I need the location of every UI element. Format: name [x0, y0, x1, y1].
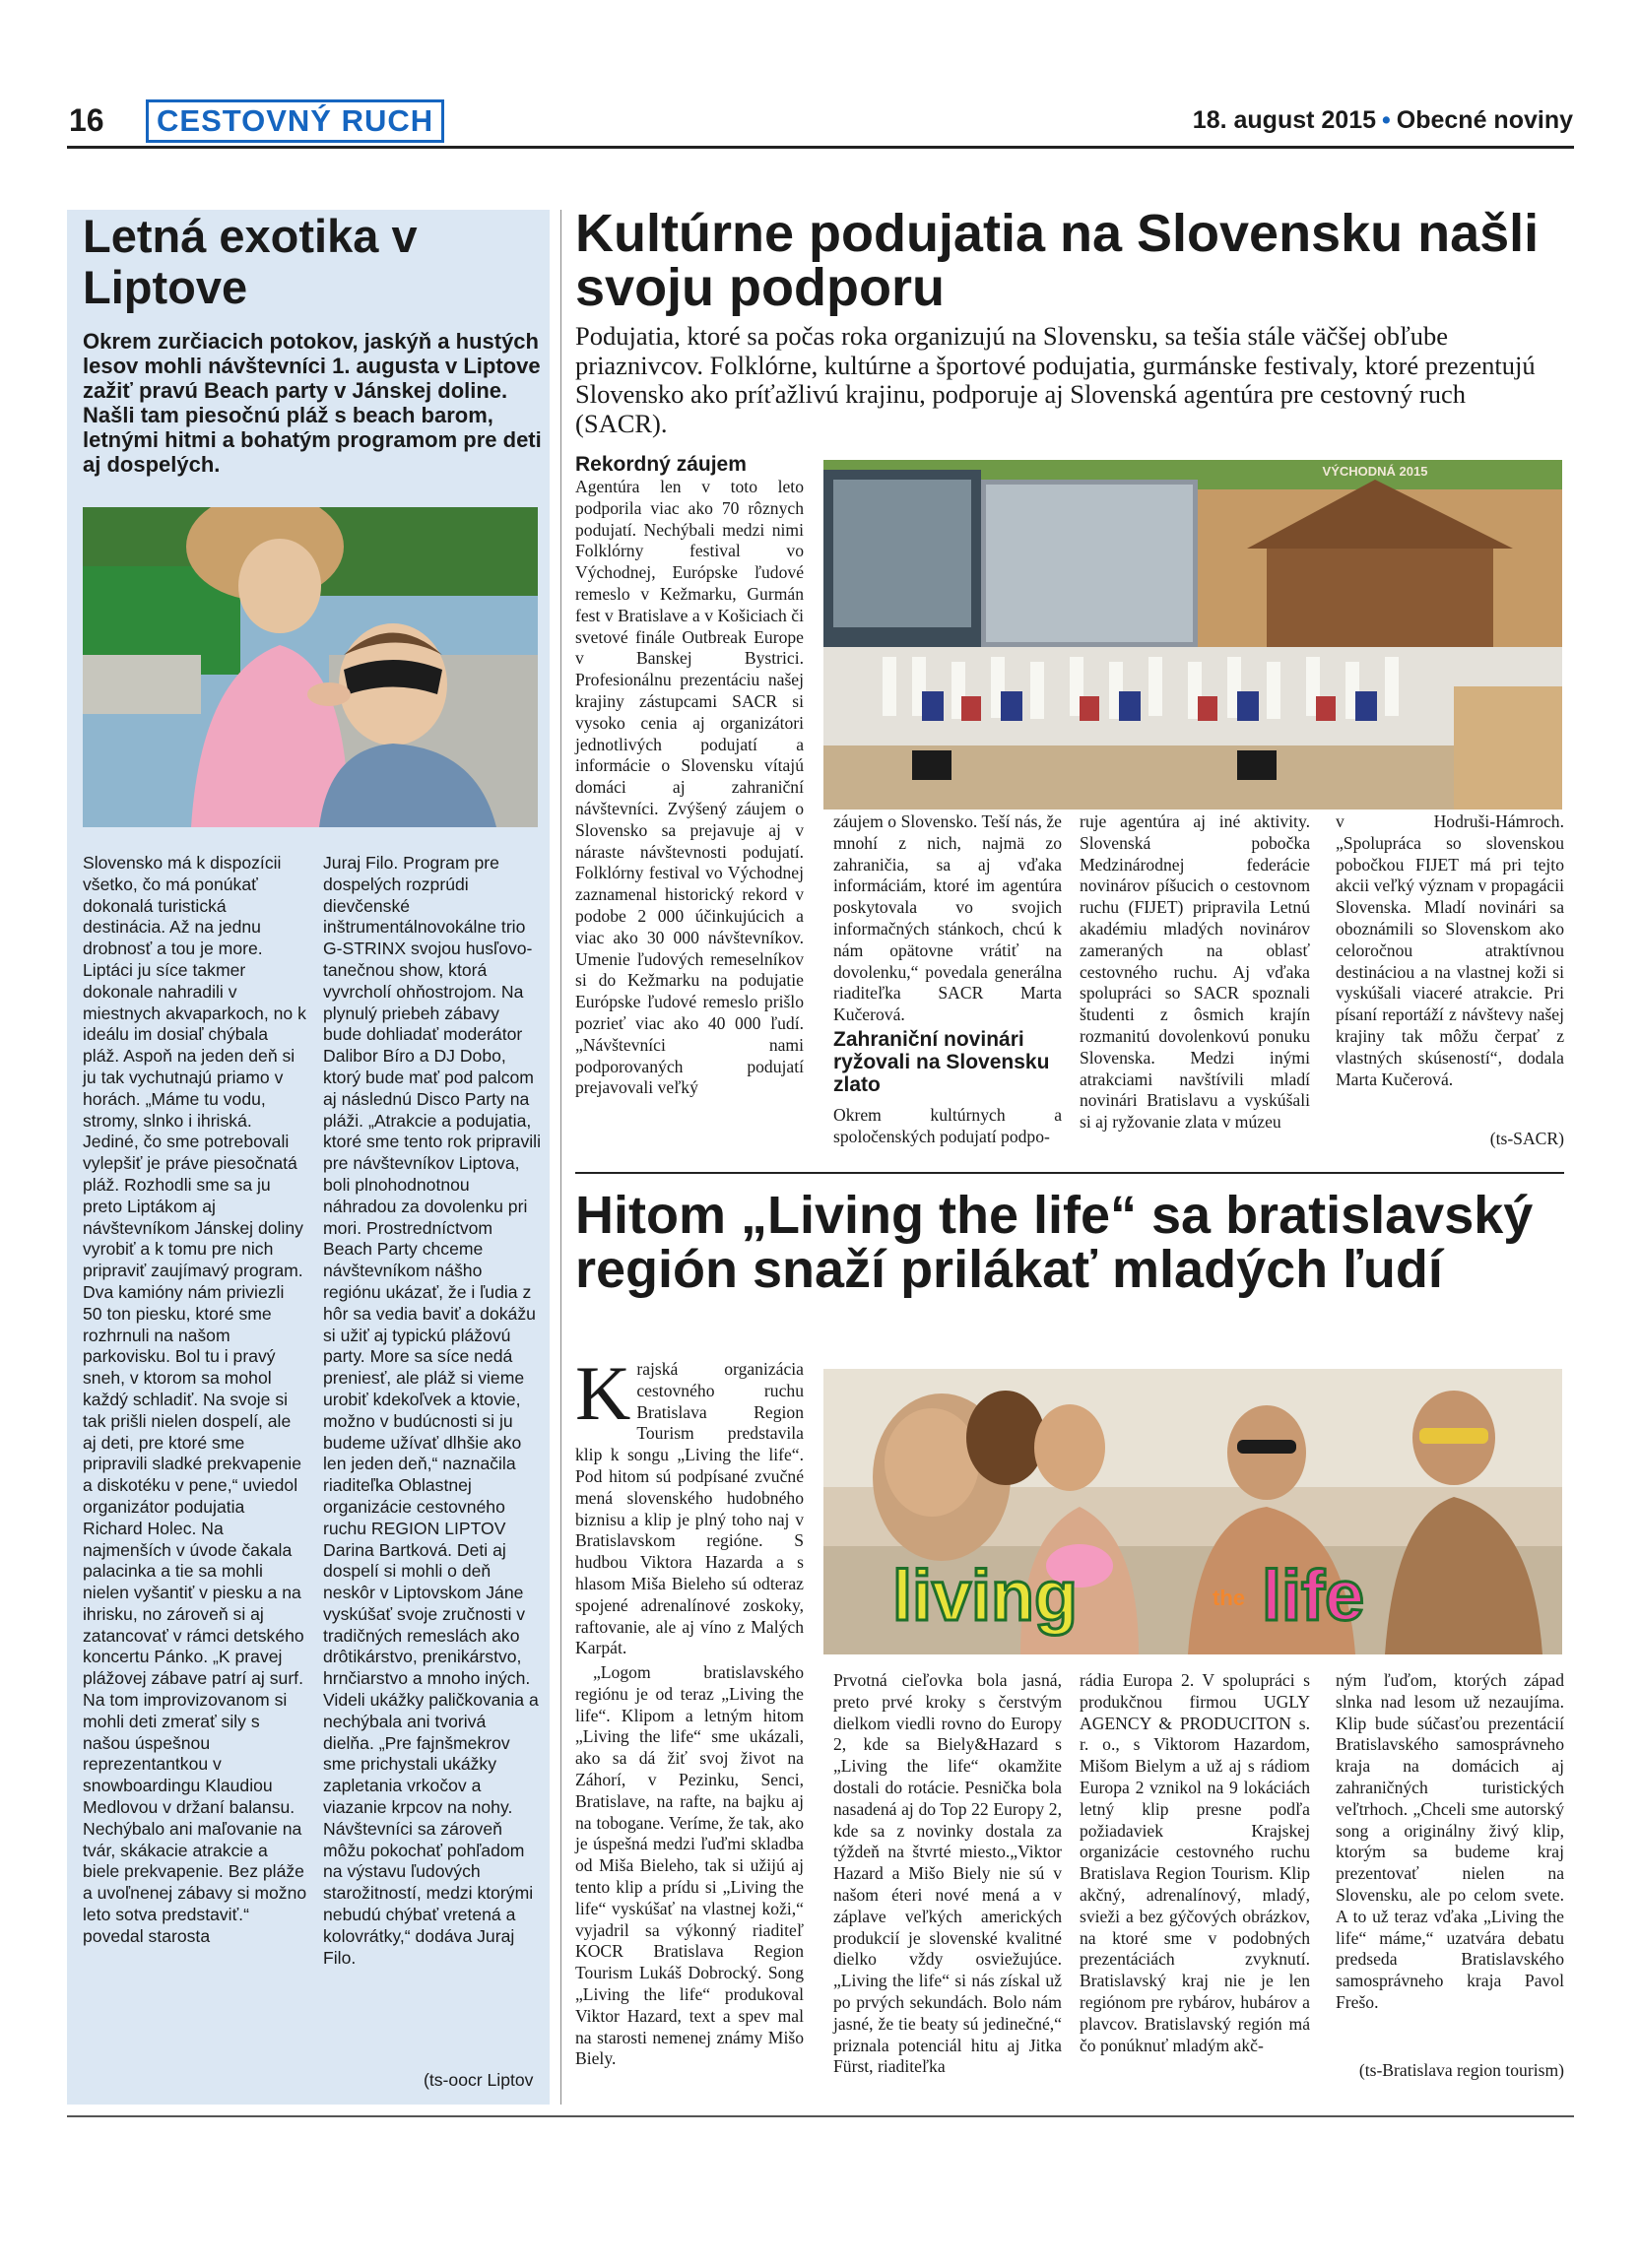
footer-rule	[67, 2115, 1574, 2117]
article1-credit: (ts-SACR)	[1489, 1129, 1564, 1148]
article1-col-1: Agentúra len v toto leto podporila viac ako 70 rôznych podujatí. Nechýbali medzi nimi Folklórny festival vo Východnej, Európske ľudové remeslo v Kežmarku, Gurmán fest v Bratislave a v Košiciach či svetové finále Outbreak Europe v Banskej Bystrici. Profesionálnu prezentáciu našej krajiny zástupcami SACR si vysoko cenia aj organizátori jednotlivých podujatí a informácie o Slovensku vítajú domáci aj zahraniční návštevníci. Zvýšený záujem o Slovensko sa prejavuje aj v náraste návštevnosti podujatí. Folklórny festival vo Východnej zaznamenal historický rekord v podobe 2 000 účinkujúcich a viac ako 30 000 návštevníkov. Umenie ľudových remeselníkov si do Kežmarku na podujatie Európske ľudové remeslo prišlo pozrieť viac ako 40 000 ľudí. „Návštevníci nami podporovaných podujatí prejavovali veľký	[575, 477, 804, 1098]
article1-col-2-cont: Okrem kultúrnych a spoločenských podujatí podpo-	[833, 1105, 1062, 1146]
sidebar-photo	[83, 507, 538, 827]
article2-col-1-top: rajská organizácia cestovného ruchu Bratislava Region Tourism predstavila klip k songu „Living the life“. Pod hitom sú podpísané zvučné mená slovenského hudobného biznisu a klip je plný toho naj v Bratislavskom regióne. S hudbou Viktora Hazarda a s hlasom Miša Bieleho sú odteraz spojené adrenalínové zoskoky, raftovanie, ale aj víno z Malých Karpát.	[575, 1359, 804, 1658]
article2-col-4: ným ľuďom, ktorých západ slnka nad lesom už nezaujíma. Klip bude súčasťou prezentácií Bratislavského samosprávneho kraja na domácich aj zahraničných turistických veľtrhoch. „Chceli sme autorský song a originálny živý klip, ktorým sa budeme kraj prezentovať nielen na Slovensku, ale po celom svete. A to už teraz vďaka „Living the life“ máme,“ uzatvára debatu predseda Bratislavského samosprávneho kraja Pavol Frešo.	[1336, 1670, 1564, 2012]
column-divider	[560, 210, 561, 2105]
folk-festival-photo	[823, 460, 1562, 810]
article1-col-4: v Hodruši-Hámroch. „Spolupráca so slovenskou pobočkou FIJET má pri tejto akcii veľký význam v propagácii Slovenska. Mladí novinári sa oboznámili so Slovenskom ako celoročnou atraktívnou destináciou a na vlastnej koži si vyskúšali viaceré atrakcie. Pri písaní reportáží z návštevy našej krajiny tak môžu čerpať z vlastných skúseností“, dodala Marta Kučerová.	[1336, 811, 1564, 1089]
logo-word-life: life	[1262, 1557, 1365, 1636]
date-line	[1193, 106, 1573, 135]
article2-credit: (ts-Bratislava region tourism)	[1358, 2060, 1564, 2080]
article1-intro: Podujatia, ktoré sa počas roka organizujú na Slovensku, sa tešia stále väčšej obľube priaznivcov. Folklórne, kultúrne a športové podujatia, gurmánske festivaly, ktoré prezentujú Slovensko ako príťažlivú krajinu, podporuje aj Slovenská agentúra pre cestovný ruch (SACR).	[575, 321, 1536, 438]
logo-word-living: living	[892, 1557, 1079, 1636]
article-separator	[575, 1172, 1564, 1174]
article1-photo	[823, 460, 1562, 810]
article2-col-1	[575, 1350, 804, 1659]
publication-name: Obecné noviny	[1396, 106, 1573, 134]
header-rule	[67, 146, 1574, 149]
page-number: 16	[69, 102, 104, 138]
article1-col-3: ruje agentúra aj iné aktivity. Slovenská pobočka Medzinárodnej federácie novinárov píšucich o cestovnom ruchu (FIJET) pripravila Letnú akadémiu mladých novinárov zameraných na oblasť cestovného ruchu. Aj vďaka spolupráci so SACR spoznali študenti z ôsmich krajín rozmanitú dovolenkovú ponuku Slovenska. Medzi inými atrakciami navštívili mladí novinári Bratislavu a vyskúšali si aj ryžovanie zlata v múzeu	[1080, 811, 1310, 1133]
article2-col-3: rádia Europa 2. V spolupráci s produkčnou firmou UGLY AGENCY & PRODUCITON s. r. o., s Viktorom Hazardom, Mišom Bielym a už aj s rádiom Europa 2 vznikol na 9 lokáciách letný klip presne podľa požiadaviek Krajskej organizácie cestovného ruchu Bratislava Region Tourism. Klip akčný, adrenalínový, mladý, svieži a bez gýčových obrázkov, na ktoré sme v podobných prezentáciách zvyknutí. Bratislavský kraj nie je len regiónom pre rybárov, hubárov a plavcov. Bratislavský región má čo ponúknuť mladým akč-	[1080, 1670, 1310, 2055]
article1-col-2: záujem o Slovensko. Teší nás, že mnohí z nich, najmä zo zahraničia, sa aj vďaka informáciám, ktoré im agentúra poskytovala vo svojich informačných stánkoch, chcú k nám opätovne vrátiť na dovolenku,“ povedala generálna riaditeľka SACR Marta Kučerová.	[833, 811, 1062, 1025]
article2-col-1-bottom: „Logom bratislavského regiónu je od teraz „Living the life“. Klipom a letným hitom „Living the life“ sme ukázali, ako sa dá žiť svoj život na Záhorí, v Pezinku, Senci, Bratislave, na rafte, na bajku aj na tobogane. Veríme, že tak, ako je úspešná medzi ľuďmi skladba od Miša Bieleho, tak si užijú aj tento klip a prídu si „Living the life“ vyskúšať na vlastnej koži,“ vyjadril sa výkonný riaditeľ KOCR Bratislava Region Tourism Lukáš Dobrocký. Song „Living the life“ produkoval Viktor Hazard, text a spev mal na starosti nemenej známy Mišo Biely.	[575, 1662, 804, 2069]
article1-subhead-record: Rekordný záujem	[575, 453, 747, 476]
article2-col-2: Prvotná cieľovka bola jasná, preto prvé kroky s čerstvým dielkom viedli rovno do Europy 2, kde sa Biely&Hazard s „Living the life“ okamžite dostali do rotácie. Pesnička bola nasadená aj do Top 22 Europy 2, kde sa z novinky dostala za týždeň na štvrté miesto.„Viktor Hazard a Mišo Biely nie sú v našom éteri nové mená a v záplave veľkých amerických produkcií je slovenské kvalitné dielko vždy osviežujúce. „Living the life“ si nás získal už po prvých sekundách. Bolo nám jasné, že tie beaty sú jedinečné,“ priznala potenciál hitu aj Jitka Fürst, riaditeľka	[833, 1670, 1062, 2077]
festival-sign-text: VÝCHODNÁ 2015	[1322, 464, 1428, 479]
sidebar-col-1: Slovensko má k dispozícii všetko, čo má ponúkať dokonalá turistická destinácia. Až na jednu drobnosť a tou je more. Liptáci ju síce takmer dokonale nahradili v miestnych akvaparkoch, no k ideálu im dosiaľ chýbala pláž. Aspoň na jeden deň si ju tak vychutnajú priamo v horách. „Máme tu vodu, stromy, slnko i ihriská. Jediné, čo sme potrebovali vylepšiť je práve piesočnatá pláž. Rozhodli sme sa ju preto Liptákom aj návštevníkom Jánskej doliny vyrobiť a k tomu pre nich pripraviť zaujímavý program. Dva kamióny nám priviezli 50 ton piesku, ktoré sme rozhrnuli na našom parkovisku. Bol tu i pravý sneh, v ktorom sa mohol každý schladiť. Na svoje si tak prišli nielen dospelí, ale aj deti, pre ktoré sme pripravili sladké prekvapenie a diskotéku v pene,“ uviedol organizátor podujatia Richard Holec. Na najmenších v úvode čakala palacinka a tie sa mohli nielen vyšantiť v piesku a na ihrisku, no zároveň si aj zatancovať v rámci detského koncertu Pánko. „K pravej plážovej zábave patrí aj surf. Na tom improvizovanom si mohli deti zmerať sily s našou úspešnou reprezentantkou v snowboardingu Klaudiou Medlovou v držaní balansu. Nechýbalo ani maľovanie na tvár, skákacie atrakcie a biele prekvapenie. Bez pláže a uvoľnenej zábavy si možno leto sotva predstaviť.“ povedal starosta	[83, 853, 307, 1946]
article1-subhead-journalists: Zahraniční novinári ryžovali na Slovensku zlato	[833, 1028, 1050, 1096]
separator-dot: •	[1382, 106, 1391, 134]
sidebar-credit: (ts-oocr Liptov	[424, 2070, 534, 2090]
logo-word-the: the	[1213, 1586, 1245, 1610]
article2-headline: Hitom „Living the life“ sa bratislavský región snaží prilákať mladých ľudí	[575, 1186, 1534, 1299]
sidebar-title: Letná exotika v Liptove	[83, 210, 418, 313]
sidebar-lead: Okrem zurčiacich potokov, jaskýň a hustých lesov mohli návštevníci 1. augusta v Liptove zažiť pravú Beach party v Jánskej doline. Našli tam piesočnú pláž s beach barom, letnými hitmi a bohatým programom pre deti aj dospelých.	[83, 329, 542, 477]
article1-headline: Kultúrne podujatia na Slovensku našli svoju podporu	[575, 204, 1540, 317]
living-the-life-photo	[823, 1369, 1562, 1654]
article2-dropcap: K	[575, 1350, 631, 1436]
sidebar-col-2: Juraj Filo. Program pre dospelých rozprúdi dievčenské inštrumentálnovokálne trio G-STRINX svojou husľovo-tanečnou show, ktorá vyvrcholí ohňostrojom. Na plynulý priebeh zábavy bude dohliadať moderátor Dalibor Bíro a DJ Dobo, ktorý bude mať pod palcom aj následnú Disco Party na pláži. „Atrakcie a podujatia, ktoré sme tento rok pripravili pre návštevníkov Liptova, boli plnohodnotnou náhradou za dovolenku pri mori. Prostredníctvom Beach Party chceme návštevníkom nášho regiónu ukázať, že i ľudia z hôr sa vedia baviť a dokážu si užiť aj typickú plážovú party. More sa síce nedá preniesť, ale pláž si vieme urobiť kdekoľvek a ktovie, možno v budúcnosti si ju budeme užívať dlhšie ako len jeden deň,“ naznačila riaditeľka Oblastnej organizácie cestovného ruchu REGION LIPTOV Darina Bartková. Deti aj dospelí si mohli o deň neskôr v Liptovskom Jáne vyskúšať svoje zručnosti v tradičných remeslách ako drôtikárstvo, prenikárstvo, hrnčiarstvo a mnoho iných. Videli ukážky paličkovania a nechýbala ani tvorivá dielňa. „Pre fajnšmekrov sme prichystali ukážky zapletania vrkočov a viazanie krpcov na nohy. Návštevníci sa zároveň môžu pokochať pohľadom na výstavu ľudových starožitností, medzi ktorými nebudú chýbať vretená a kolovrátky,“ dodáva Juraj Filo.	[323, 853, 541, 1968]
article2-photo	[823, 1369, 1562, 1654]
issue-date: 18. august 2015	[1192, 106, 1377, 134]
section-label: CESTOVNÝ RUCH	[146, 99, 444, 143]
face-painting-photo	[83, 507, 538, 827]
